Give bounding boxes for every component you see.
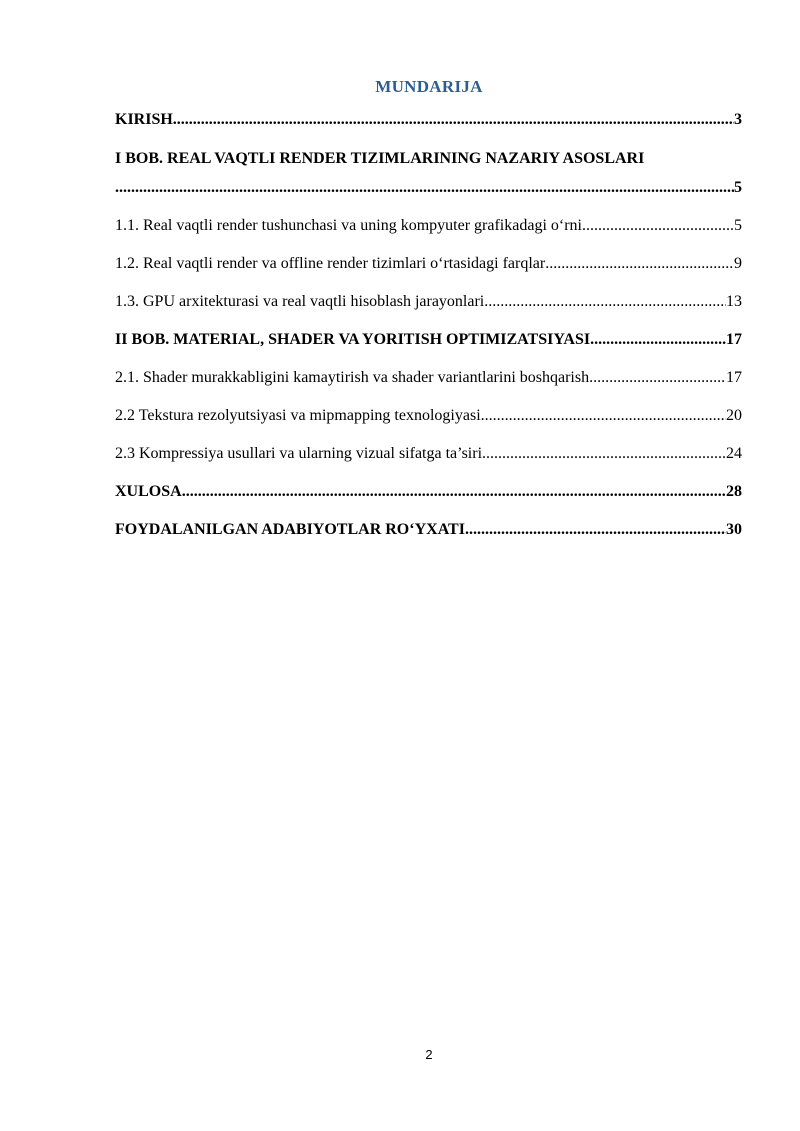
- toc-entry-1-2[interactable]: [115, 254, 742, 274]
- toc-entry-page: 9: [734, 255, 742, 272]
- toc-entry-label: 1.1. Real vaqtli render tushunchasi va uning kompyuter grafikadagi o‘rni: [115, 217, 582, 234]
- toc-entry-page: 3: [734, 111, 742, 128]
- toc-entry-page: 5: [734, 179, 742, 196]
- toc-entry-xulosa[interactable]: [115, 482, 742, 502]
- toc-entry-label: 1.2. Real vaqtli render va offline render tizimlari o‘rtasidagi farqlar: [115, 255, 546, 272]
- toc-entry-label: II BOB. MATERIAL, SHADER VA YORITISH OPTIMIZATSIYASI: [115, 331, 591, 348]
- toc-entry-kirish[interactable]: [115, 110, 742, 130]
- toc-entry-1-1[interactable]: [115, 216, 742, 236]
- page-number: 2: [425, 1047, 433, 1062]
- toc-entry-chapter-1[interactable]: [115, 149, 742, 198]
- toc-leader-dots: [582, 216, 734, 236]
- toc-entry-page: 13: [726, 293, 742, 310]
- toc-leader-dots: [590, 330, 726, 350]
- toc-leader-dots: [482, 444, 726, 464]
- toc-entry-2-1[interactable]: [115, 368, 742, 388]
- toc-leader-dots: [484, 292, 726, 312]
- toc-entry-label: 1.3. GPU arxitekturasi va real vaqtli hisoblash jarayonlari: [115, 293, 485, 310]
- toc-entry-label: 2.2 Tekstura rezolyutsiyasi va mipmapping texnologiyasi: [115, 407, 481, 424]
- toc-leader-dots: [589, 368, 726, 388]
- toc-leader-dots: [481, 406, 726, 426]
- toc-entry-label: XULOSA: [115, 483, 182, 500]
- toc-entry-label: I BOB. REAL VAQTLI RENDER TIZIMLARINING NAZARIY ASOSLARI: [115, 150, 645, 167]
- toc-leader-dots: [182, 482, 726, 502]
- toc-entry-references[interactable]: [115, 520, 742, 540]
- toc-leader-dots: [173, 110, 734, 130]
- toc-entry-page: 17: [726, 331, 742, 348]
- table-of-contents: [115, 108, 742, 540]
- toc-entry-page: 5: [734, 217, 742, 234]
- toc-entry-1-3[interactable]: [115, 292, 742, 312]
- toc-leader-dots: [115, 178, 734, 198]
- toc-entry-page: 17: [726, 369, 742, 386]
- toc-entry-label: 2.3 Kompressiya usullari va ularning vizual sifatga ta’siri: [115, 445, 483, 462]
- toc-entry-2-3[interactable]: [115, 444, 742, 464]
- toc-entry-label: 2.1. Shader murakkabligini kamaytirish va shader variantlarini boshqarish: [115, 369, 590, 386]
- toc-entry-page: 28: [726, 483, 742, 500]
- toc-entry-chapter-2[interactable]: [115, 330, 742, 350]
- toc-entry-page: 20: [726, 407, 742, 424]
- toc-entry-2-2[interactable]: [115, 406, 742, 426]
- toc-entry-page: 30: [726, 521, 742, 538]
- toc-leader-dots: [465, 520, 726, 540]
- toc-title: MUNDARIJA: [375, 77, 483, 96]
- toc-entry-label: FOYDALANILGAN ADABIYOTLAR RO‘YXATI: [115, 521, 465, 538]
- toc-entry-page: 24: [726, 445, 742, 462]
- toc-entry-label: KIRISH: [115, 111, 173, 128]
- toc-leader-dots: [545, 254, 734, 274]
